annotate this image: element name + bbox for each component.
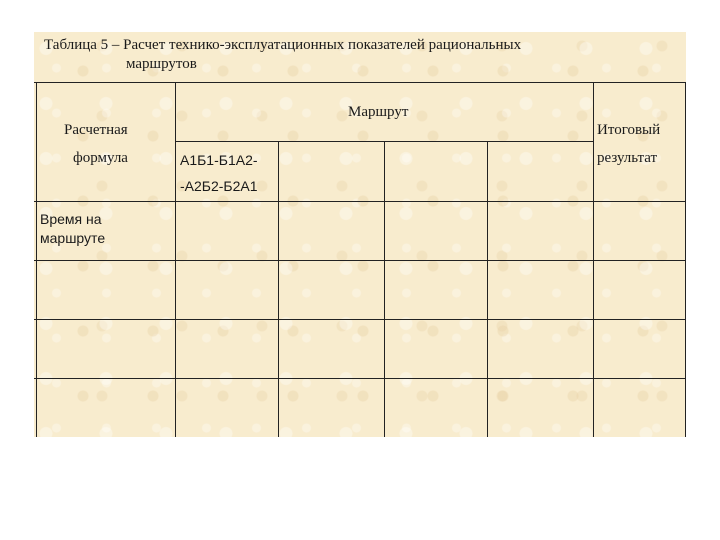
header-result-line-1: Итоговый <box>597 122 661 138</box>
route-column-divider-3 <box>487 141 488 437</box>
header-result <box>597 116 660 172</box>
header-formula <box>64 116 128 172</box>
route-1-label <box>180 147 258 199</box>
route-1-line-1: А1Б1-Б1А2- <box>180 152 258 168</box>
formula-column-divider <box>175 82 176 437</box>
header-result-line-2: результат <box>597 150 658 166</box>
row-divider-1 <box>34 260 686 261</box>
header-formula-line-2: формула <box>73 150 128 166</box>
row-1-label-line-2: маршруте <box>40 230 106 246</box>
row-1-label <box>40 210 105 248</box>
table-left-border <box>36 82 37 437</box>
table-right-border <box>685 82 686 437</box>
route-1-line-2: -А2Б2-Б2А1 <box>180 178 258 194</box>
row-1-label-line-1: Время на <box>40 211 102 227</box>
route-column-divider-2 <box>384 141 385 437</box>
table-top-border <box>34 82 686 83</box>
row-divider-2 <box>34 319 686 320</box>
result-column-divider <box>593 82 594 437</box>
route-column-divider-1 <box>278 141 279 437</box>
header-formula-line-1: Расчетная <box>64 122 128 138</box>
caption-line-2: маршрутов <box>126 56 197 72</box>
header-route: Маршрут <box>348 104 409 120</box>
row-divider-3 <box>34 378 686 379</box>
header-bottom-border <box>34 201 686 202</box>
caption-line-1: Таблица 5 – Расчет технико-эксплуатационных показателей рациональных <box>44 37 522 53</box>
